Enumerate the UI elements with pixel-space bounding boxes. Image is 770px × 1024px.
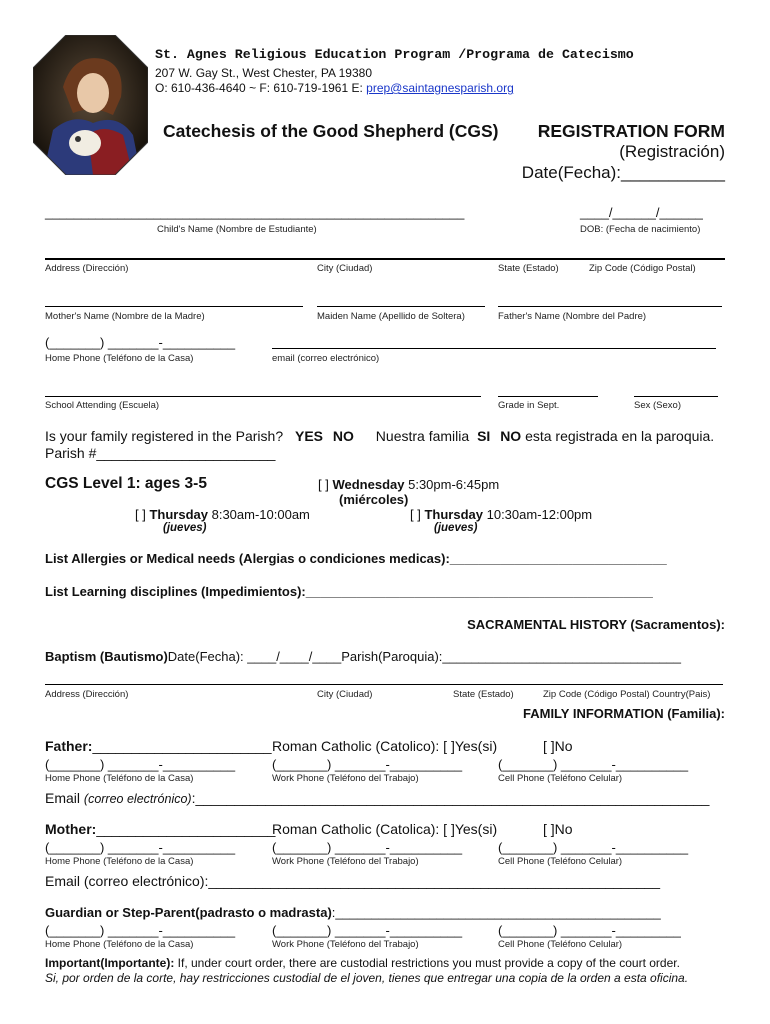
father-email-label-es: (correo electrónico) (83, 792, 192, 806)
father-email-label: Email (45, 790, 84, 806)
parish-contact (155, 81, 514, 95)
thursday-late-time: 10:30am-12:00pm (486, 507, 593, 522)
dob-field[interactable]: ____/______/______ (580, 205, 703, 220)
wednesday-time: 5:30pm-6:45pm (408, 477, 500, 492)
program-title: St. Agnes Religious Education Program /Programa de Catecismo (155, 47, 634, 62)
father-name-line[interactable] (498, 306, 722, 307)
mother-name-line[interactable] (45, 306, 303, 307)
baptism-address-caption: Address (Dirección) (45, 689, 129, 700)
father-name-caption: Father's Name (Nombre del Padre) (498, 311, 647, 322)
thursday-morning-time: 8:30am-10:00am (211, 507, 310, 522)
mother-email-field[interactable]: Email (correo electrónico):__________________________________________________________ (45, 873, 660, 889)
zip-caption: Zip Code (Código Postal) (589, 263, 696, 274)
saint-agnes-portrait (33, 35, 148, 175)
mother-cell-phone-field[interactable]: (_______) _______-__________ (498, 840, 689, 855)
baptism-zip-caption: Zip Code (Código Postal) Country(Pais) (543, 689, 711, 700)
father-cell-caption: Cell Phone (Teléfono Celular) (498, 773, 623, 784)
guardian-home-caption: Home Phone (Teléfono de la Casa) (45, 939, 194, 950)
guardian-name-field[interactable]: :_____________________________________________ (331, 905, 661, 920)
mother-label: Mother: (45, 821, 97, 837)
email-caption: email (correo electrónico) (272, 353, 380, 364)
baptism-date-parish[interactable]: Date(Fecha): ____/____/____Parish(Paroquia):_________________________________ (167, 649, 681, 664)
mother-work-caption: Work Phone (Teléfono del Trabajo) (272, 856, 419, 867)
wednesday-option[interactable] (318, 477, 499, 492)
thursday-late-spanish: (jueves) (434, 522, 478, 534)
spanish-question-prefix: Nuestra familia (375, 428, 470, 444)
baptism-state-caption: State (Estado) (453, 689, 514, 700)
thursday-morning-option[interactable] (135, 507, 310, 522)
date-field[interactable]: Date(Fecha):___________ (521, 163, 725, 182)
baptism-field[interactable] (45, 649, 681, 664)
address-caption: Address (Dirección) (45, 263, 129, 274)
mother-cell-caption: Cell Phone (Teléfono Celular) (498, 856, 623, 867)
thursday-morning-checkbox[interactable]: [ ] (135, 507, 146, 522)
guardian-work-phone-field[interactable]: (_______) _______-__________ (272, 923, 463, 938)
guardian-row[interactable] (45, 905, 661, 920)
spanish-question-suffix: esta registrada en la paroquia. (525, 428, 715, 444)
baptism-city-caption: City (Ciudad) (317, 689, 373, 700)
learning-field[interactable]: List Learning disciplines (Impedimientos):________________________________________________ (45, 584, 653, 599)
si-option[interactable]: SI (477, 428, 491, 444)
child-name-caption: Child's Name (Nombre de Estudiante) (157, 224, 317, 235)
wednesday-checkbox[interactable]: [ ] (318, 477, 329, 492)
address-line[interactable] (45, 258, 725, 260)
registration-subtitle: (Registración) (619, 142, 725, 161)
mother-name-caption: Mother's Name (Nombre de la Madre) (45, 311, 205, 322)
maiden-name-line[interactable] (317, 306, 485, 307)
sex-caption: Sex (Sexo) (634, 400, 681, 411)
mother-home-phone-field[interactable]: (_______) _______-__________ (45, 840, 236, 855)
no-option[interactable]: NO (332, 428, 354, 444)
father-catholic-yes[interactable]: Roman Catholic (Catolico): [ ]Yes(si) (272, 738, 498, 754)
yes-option[interactable]: YES (295, 428, 324, 444)
sex-line[interactable] (634, 396, 718, 397)
school-caption: School Attending (Escuela) (45, 400, 160, 411)
important-note (45, 956, 680, 970)
thursday-morning-spanish: (jueves) (163, 522, 207, 534)
guardian-home-phone-field[interactable]: (_______) _______-__________ (45, 923, 236, 938)
father-catholic-no[interactable]: [ ]No (543, 738, 573, 754)
sacramental-heading: SACRAMENTAL HISTORY (Sacramentos): (467, 617, 725, 632)
mother-name-field[interactable]: _______________________ (96, 821, 276, 837)
father-email-field[interactable] (45, 790, 709, 806)
guardian-cell-phone-field[interactable]: (_______) _______-_________ (498, 923, 681, 938)
city-caption: City (Ciudad) (317, 263, 373, 274)
maiden-name-caption: Maiden Name (Apellido de Soltera) (317, 311, 465, 322)
no-option-es[interactable]: NO (500, 428, 522, 444)
guardian-work-caption: Work Phone (Teléfono del Trabajo) (272, 939, 419, 950)
father-label: Father: (45, 738, 93, 754)
cgs-level-heading: CGS Level 1: ages 3-5 (45, 475, 207, 492)
thursday-late-label: Thursday (424, 507, 483, 522)
wednesday-label: Wednesday (332, 477, 405, 492)
registered-question-text: Is your family registered in the Parish? (45, 428, 284, 444)
baptism-label: Baptism (Bautismo) (45, 649, 168, 664)
child-name-field[interactable]: __________________________________________________________ (45, 205, 465, 220)
mother-catholic-yes[interactable]: Roman Catholic (Catolica): [ ]Yes(si) (272, 821, 498, 837)
important-label: Important(Importante): (45, 956, 175, 970)
email-line[interactable] (272, 348, 716, 349)
form-title: Catechesis of the Good Shepherd (CGS) (163, 121, 499, 141)
home-phone-field[interactable]: (_______) _______-__________ (45, 335, 236, 350)
home-phone-caption: Home Phone (Teléfono de la Casa) (45, 353, 194, 364)
thursday-late-checkbox[interactable]: [ ] (410, 507, 421, 522)
father-name-field[interactable]: _______________________ (92, 738, 272, 754)
state-caption: State (Estado) (498, 263, 559, 274)
father-email-line[interactable]: :__________________________________________________________________ (191, 790, 710, 806)
grade-line[interactable] (498, 396, 598, 397)
thursday-late-option[interactable] (410, 507, 592, 522)
father-home-phone-field[interactable]: (_______) _______-__________ (45, 757, 236, 772)
school-line[interactable] (45, 396, 481, 397)
grade-caption: Grade in Sept. (498, 400, 560, 411)
wednesday-spanish: (miércoles) (339, 492, 409, 507)
mother-row (45, 821, 275, 837)
father-work-phone-field[interactable]: (_______) _______-__________ (272, 757, 463, 772)
email-link[interactable]: prep@saintagnesparish.org (366, 81, 514, 95)
father-work-caption: Work Phone (Teléfono del Trabajo) (272, 773, 419, 784)
guardian-label: Guardian or Step-Parent(padrasto o madrasta) (45, 905, 332, 920)
mother-catholic-no[interactable]: [ ]No (543, 821, 573, 837)
registered-question (45, 428, 714, 444)
father-row (45, 738, 272, 754)
allergies-field[interactable]: List Allergies or Medical needs (Alergias o condiciones medicas):______________________________ (45, 551, 667, 566)
contact-numbers: O: 610-436-4640 ~ F: 610-719-1961 E: (155, 81, 367, 95)
parish-number-field[interactable]: Parish #_______________________ (45, 445, 276, 461)
mother-work-phone-field[interactable]: (_______) _______-__________ (272, 840, 463, 855)
mother-home-caption: Home Phone (Teléfono de la Casa) (45, 856, 194, 867)
father-cell-phone-field[interactable]: (_______) _______-__________ (498, 757, 689, 772)
family-heading: FAMILY INFORMATION (Familia): (523, 706, 725, 721)
registration-form-title: REGISTRATION FORM (537, 121, 725, 141)
father-home-caption: Home Phone (Teléfono de la Casa) (45, 773, 194, 784)
important-text-en: If, under court order, there are custodial restrictions you must provide a copy of the court order. (174, 956, 680, 970)
parish-address: 207 W. Gay St., West Chester, PA 19380 (155, 66, 373, 80)
guardian-cell-caption: Cell Phone (Teléfono Celular) (498, 939, 623, 950)
important-text-es: Si, por orden de la corte, hay restricciones custodial de el joven, tienes que entregar una copia de la orden a esta oficina. (45, 971, 689, 985)
thursday-morning-label: Thursday (149, 507, 208, 522)
dob-caption: DOB: (Fecha de nacimiento) (580, 224, 701, 235)
baptism-address-line[interactable] (45, 684, 723, 685)
